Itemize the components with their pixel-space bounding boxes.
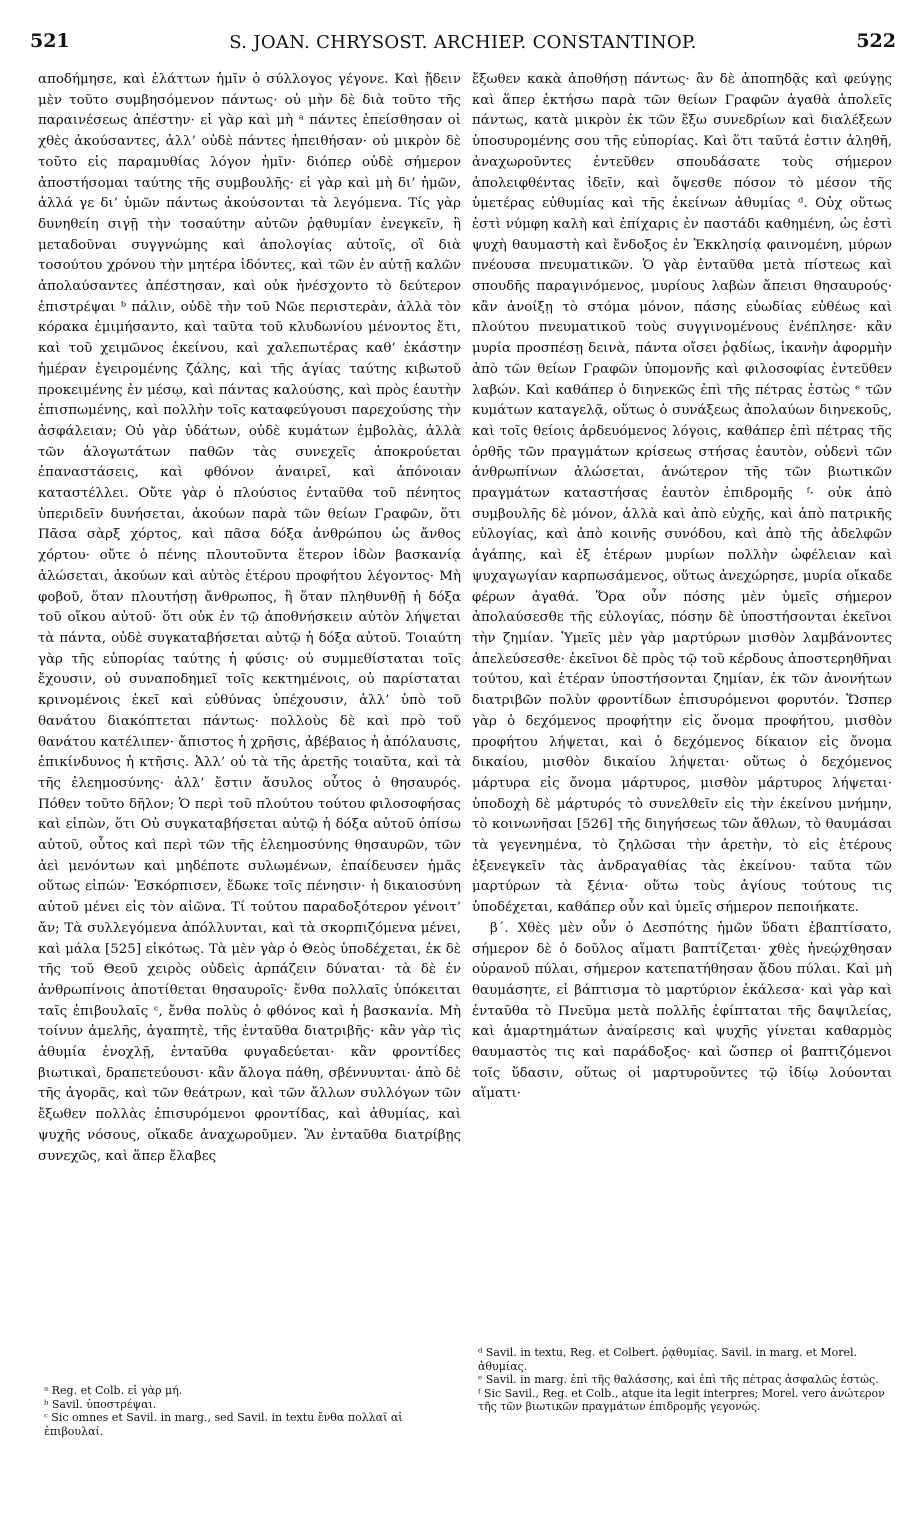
footnote-a: ᵃ Reg. et Colb. εἰ γὰρ μή. (44, 1384, 183, 1397)
footnote-c: ᶜ Sic omnes et Savil. in marg., sed Savil. in textu ἔνθα πολλαῖ αἱ ἐπιβουλαί. (44, 1411, 403, 1438)
running-header (30, 30, 896, 60)
right-column-paragraph: ἔξωθεν κακὰ ἀποθήσῃ πάντως· ἂν δὲ ἀποπηδᾷς καὶ φεύγῃς καὶ ἅπερ ἐκτήσω παρὰ τῶν θείων Γραφῶν ἀγαθὰ ἀπολεῖς πάντως, κατὰ μικρὸν ἐκ τῶν ἔξω συνεδρίων καὶ διαλέξεων ὑποσυρομένης σου τῆς εὐπορίας. Καὶ ὅτι ταῦτά ἐστιν ἀληθῆ, ἀναχωροῦντες ἐντεῦθεν σπουδάσατε τοὺς σήμερον ἀπολειφθέντας ἰδεῖν, καὶ ὄψεσθε πόσον τὸ μέσον τῆς ὑμετέρας εὐθυμίας καὶ τῆς ἐκείνων ἀθυμίας ᵈ. Οὐχ οὕτως ἐστὶ νύμφη καλὴ καὶ ἐπίχαρις ἐν παστάδι καθημένη, ὡς ἐστὶ ψυχὴ θαυμαστὴ καὶ ἔνδοξος ἐν Ἐκκλησίᾳ φαινομένη, μύρων πνέουσα πνευματικῶν. Ὁ γὰρ ἐνταῦθα μετὰ πίστεως καὶ σπουδῆς παραγινόμενος, μυρίους λαβὼν ἄπεισι θησαυρούς· κἂν ἀνοίξῃ τὸ στόμα μόνον, πάσης εὐωδίας εὐθέως καὶ πλούτου πνευματικοῦ τοὺς συγγινομένους ἐνέπλησε· κἂν μυρία προσπέσῃ δεινὰ, πάντα οἴσει ῥᾳδίως, ἱκανὴν ἀφορμὴν ἀπὸ τῶν θείων Γραφῶν ὑπομονῆς καὶ φιλοσοφίας ἐντεῦθεν λαβών. Καὶ καθάπερ ὁ διηνεκῶς ἐπὶ τῆς πέτρας ἑστὼς ᵉ τῶν κυμάτων καταγελᾷ, οὕτως ὁ συνάξεως ἀπολαύων διηνεκοῦς, καὶ τοῖς θείοις ἀρδευόμενος λόγοις, καθάπερ ἐπὶ πέτρας τῆς ὀρθῆς τῶν πραγμάτων κρίσεως στήσας ἑαυτὸν, οὐδενὶ τῶν ἀνθρωπίνων ἁλώσεται, ἀνώτερον τῆς τῶν βιωτικῶν πραγμάτων καταστήσας ἑαυτὸν ἐπιδρομῆς ᶠ· οὐκ ἀπὸ συμβουλῆς δὲ μόνον, ἀλλὰ καὶ ἀπὸ εὐχῆς, καὶ ἀπὸ πατρικῆς εὐλογίας, καὶ ἀπὸ κοινῆς συνόδου, καὶ ἀπὸ τῆς ἀδελφῶν ἀγάπης, καὶ ἐξ ἑτέρων μυρίων πολλὴν ὠφέλειαν καὶ ψυχαγωγίαν καρπωσάμενος, οὕτως ἀνεχώρησε, μυρία οἴκαδε φέρων ἀγαθά. Ὅρα οὖν πόσης μὲν ὑμεῖς σήμερον ἀπολαύσεσθε τῆς εὐλογίας, πόσην δὲ ὑποστήσονται ἐκεῖνοι τὴν ζημίαν. Ὑμεῖς μὲν γὰρ μαρτύρων μισθὸν λαμβάνοντες ἀπελεύσεσθε· ἐκεῖνοι δὲ πρὸς τῷ τοῦ κέρδους ἀποστερηθῆναι τούτου, καὶ ἑτέραν ὑποστήσονται ζημίαν, ἐκ τῶν ἀνονήτων διατριβῶν πολὺν φροντίδων ἐπισυρόμενοι φορυτόν. Ὥσπερ γὰρ ὁ δεχόμενος προφήτην εἰς ὄνομα προφήτου, μισθὸν προφήτου λήψεται, καὶ ὁ δεχόμενος δίκαιον εἰς ὄνομα δικαίου, μισθὸν δικαίου λήψεται· οὕτως ὁ δεχόμενος μάρτυρα εἰς ὄνομα μάρτυρος, μισθὸν μάρτυρος λήψεται· ὑποδοχὴ δὲ μάρτυρός τὸ συνελθεῖν εἰς τὴν ἐκείνου μνήμην, τὸ κοινωνῆσαι [526] τῆς διηγήσεως τῶν ἄθλων, τὸ θαυμάσαι τὰ γεγενημένα, τὸ ζηλῶσαι τὴν ἀρετὴν, τὸ εἰς ἑτέρους ἐξενεγκεῖν τὰς ἀνδραγαθίας τὰς ἐκείνου· ταῦτα τῶν μαρτύρων τὰ ξένια· οὕτω τοὺς ἁγίους τούτους τις ὑποδέχεται, καθάπερ οὖν καὶ ὑμεῖς σήμερον πεποιήκατε. (472, 72, 892, 916)
left-column (38, 70, 461, 1167)
right-column (472, 70, 892, 1105)
footnote-d: ᵈ Savil. in textu, Reg. et Colbert. ῥᾳθυμίας. Savil. in marg. et Morel. ἀθυμίας. (478, 1346, 858, 1373)
running-title: S. JOAN. CHRYSOST. ARCHIEP. CONSTANTINOP. (229, 32, 697, 53)
footnotes-right (478, 1346, 894, 1414)
section-2-paragraph: β΄. Χθὲς μὲν οὖν ὁ Δεσπότης ἡμῶν ὕδατι ἐβαπτίσατο, σήμερον δὲ ὁ δοῦλος αἵματι βαπτίζεται· χθὲς ἠνεῴχθησαν οὐρανοῦ πύλαι, σήμερον κατεπατήθησαν ᾅδου πύλαι. Καὶ μὴ θαυμάσητε, εἰ βάπτισμα τὸ μαρτύριον ἐκάλεσα· καὶ γὰρ καὶ ἐνταῦθα τὸ Πνεῦμα μετὰ πολλῆς ἐφίπταται τῆς δαψιλείας, καὶ ἁμαρτημάτων ἀναίρεσις καὶ ψυχῆς γίνεται καθαρμὸς θαυμαστὸς τις καὶ παράδοξος· καὶ ὥσπερ οἱ βαπτιζόμενοι τοῖς ὕδασιν, οὕτως οἱ μαρτυροῦντες τῷ ἰδίῳ λούονται αἵματι· (472, 920, 892, 1102)
footnote-b: ᵇ Savil. ὑποστρέψαι. (44, 1397, 157, 1411)
footnotes-left (44, 1384, 464, 1438)
page-number-left: 521 (30, 30, 70, 52)
footnote-f: ᶠ Sic Savil., Reg. et Colb., atque ita legit interpres; Morel. vero ἀνώτερον τῆς τῶν βιωτικῶν πραγμάτων ἐπιδρομῆς γεγονώς. (478, 1386, 885, 1413)
footnote-e: ᵉ Savil. in marg. ἐπὶ τῆς θαλάσσης, καὶ ἐπὶ τῆς πέτρας ἀσφαλῶς ἑστώς. (478, 1373, 879, 1386)
page-number-right: 522 (856, 30, 896, 52)
left-column-paragraph: αποδήμησε, καὶ ἐλάττων ἡμῖν ὁ σύλλογος γέγονε. Καὶ ᾔδειν μὲν τοῦτο συμβησόμενον πάντως· οὐ μὴν δὲ διὰ τοῦτο τῆς παραινέσεως ἀπέστην· εἰ γὰρ καὶ μὴ ᵃ πάντες ἐπείσθησαν οἱ χθὲς ἀκούσαντες, ἀλλ’ οὐδὲ πάντες ἠπειθήσαν· οὐ μικρὸν δὲ τοῦτο εἰς παραμυθίας λόγον ἡμῖν· διόπερ οὐδὲ σήμερον ἀποστήσομαι ταύτης τῆς συμβουλῆς· εἰ γὰρ καὶ μὴ δι’ ἡμῶν, ἀλλά γε δι’ ὑμῶν πάντως ἀκούσονται τὰ λεγόμενα. Τίς γὰρ δυνηθείη σιγῇ τὴν τοσαύτην αὐτῶν ῥᾳθυμίαν ἐνεγκεῖν, ἢ μεταδοῦναι συγγνώμης καὶ ἀπολογίας αὐτοῖς, οἳ διὰ τοσούτου χρόνου τὴν μητέρα ἰδόντες, καὶ τῶν ἐν αὐτῇ καλῶν ἀπολαύσαντες ἀπέστησαν, καὶ οὐκ ἠνέσχοντο τὸ δεύτερον ἐπιστρέψαι ᵇ πάλιν, οὐδὲ τὴν τοῦ Νῶε περιστερὰν, ἀλλὰ τὸν κόρακα ἐμιμήσαντο, καὶ ταῦτα τοῦ κλυδωνίου μένοντος ἔτι, καὶ τοῦ χειμῶνος ἐκείνου, καὶ χαλεπωτέρας καθ’ ἑκάστην ἡμέραν ἐγειρομένης ζάλης, καὶ τῆς ἁγίας ταύτης κιβωτοῦ προκειμένης ἐν μέσῳ, καὶ πάντας καλούσης, καὶ πρὸς ἑαυτὴν ἐπισπωμένης, καὶ πολλὴν τοῖς καταφεύγουσι παρεχούσης τὴν ἀσφάλειαν; Οὐ γὰρ ὑδάτων, οὐδὲ κυμάτων ἐμβολὰς, ἀλλὰ τῶν ἀλογωτάτων παθῶν τὰς συνεχεῖς ἀποκρούεται ἐπαναστάσεις, καὶ φθόνον ἀναιρεῖ, καὶ ἀπόνοιαν καταστέλλει. Οὔτε γὰρ ὁ πλούσιος ἐνταῦθα τοῦ πένητος ὑπεριδεῖν δυνήσεται, ἀκούων παρὰ τῶν θείων Γραφῶν, ὅτι Πᾶσα σὰρξ χόρτος, καὶ πᾶσα δόξα ἀνθρώπου ὡς ἄνθος χόρτου· οὔτε ὁ πένης πλουτοῦντα ἕτερον ἰδὼν βασκανίᾳ ἁλώσεται, ἀκούων καὶ αὐτὸς ἑτέρου προφήτου λέγοντος· Μὴ φοβοῦ, ὅταν πλουτήσῃ ἄνθρωπος, ἢ ὅταν πληθυνθῇ ἡ δόξα τοῦ οἴκου αὐτοῦ· ὅτι οὐκ ἐν τῷ ἀποθνήσκειν αὐτὸν λήψεται τὰ πάντα, οὐδὲ συγκαταβήσεται αὐτῷ ἡ δόξα αὐτοῦ. Τοιαύτη γὰρ τῆς εὐπορίας ταύτης ἡ φύσις· οὐ συμμεθίσταται τοῖς ἔχουσιν, οὐ συναποδημεῖ τοῖς κεκτημένοις, οὐ παρίσταται κρινομένοις ἐκεῖ καὶ εὐθύνας ὑπέχουσιν, ἀλλ’ ὑπὸ τοῦ θανάτου διακόπτεται πάντως· πολλοὺς δὲ καὶ πρὸ τοῦ θανάτου κατέλιπεν· ἄπιστος ἡ χρῆσις, ἀβέβαιος ἡ ἀπόλαυσις, ἐπικίνδυνος ἡ κτῆσις. Ἀλλ’ οὐ τὰ τῆς ἀρετῆς τοιαῦτα, καὶ τὰ τῆς ἐλεημοσύνης· ἀλλ’ ἔστιν ἄσυλος οὗτος ὁ θησαυρός. Πόθεν τοῦτο δῆλον; Ὁ περὶ τοῦ πλούτου τούτου φιλοσοφήσας καὶ εἰπὼν, ὅτι Οὐ συγκαταβήσεται αὐτῷ ἡ δόξα αὐτοῦ ὀπίσω αὐτοῦ, οὗτος καὶ περὶ τῶν τῆς ἐλεημοσύνης θησαυρῶν, τῶν ἀεὶ μενόντων καὶ μηδέποτε συλωμένων, ἐπαίδευσεν ἡμᾶς οὕτως εἰπών· Ἐσκόρπισεν, ἔδωκε τοῖς πένησιν· ἡ δικαιοσύνη αὐτοῦ μένει εἰς τὸν αἰῶνα. Τί τούτου παραδοξότερον γένοιτ’ ἄν; Τὰ συλλεγόμενα ἀπόλλυνται, καὶ τὰ σκορπιζόμενα μένει, καὶ μάλα [525] εἰκότως. Τὰ μὲν γὰρ ὁ Θεὸς ὑποδέχεται, ἐκ δὲ τῆς τοῦ Θεοῦ χειρὸς οὐδεὶς ἁρπάζειν δύναται· τὰ δὲ ἐν ἀνθρωπίνοις ἀποτίθεται θησαυροῖς· ἔνθα πολλαῖς ὑπόκειται ταῖς ἐπιβουλαῖς ᶜ, ἔνθα πολὺς ὁ φθόνος καὶ ἡ βασκανία. Μὴ τοίνυν ἀμελῆς, ἀγαπητὲ, τῆς ἐνταῦθα διατριβῆς· κἂν γὰρ τὶς ἀθυμία ἐνοχλῇ, ἐνταῦθα φυγαδεύεται· κἂν φροντίδες βιωτικαὶ, δραπετεύουσι· κἂν ἄλογα πάθη, σβέννυνται· ἀπὸ δὲ τῆς ἀγορᾶς, καὶ τῶν θεάτρων, καὶ τῶν ἄλλων συλλόγων τῶν ἔξωθεν πολλὰς ἐπισυρόμενοι φροντίδας, καὶ ἀθυμίας, καὶ ψυχῆς νόσους, οἴκαδε ἀναχωροῦμεν. Ἂν ἐνταῦθα διατρίβῃς συνεχῶς, καὶ ἅπερ ἔλαβες (38, 72, 461, 1164)
